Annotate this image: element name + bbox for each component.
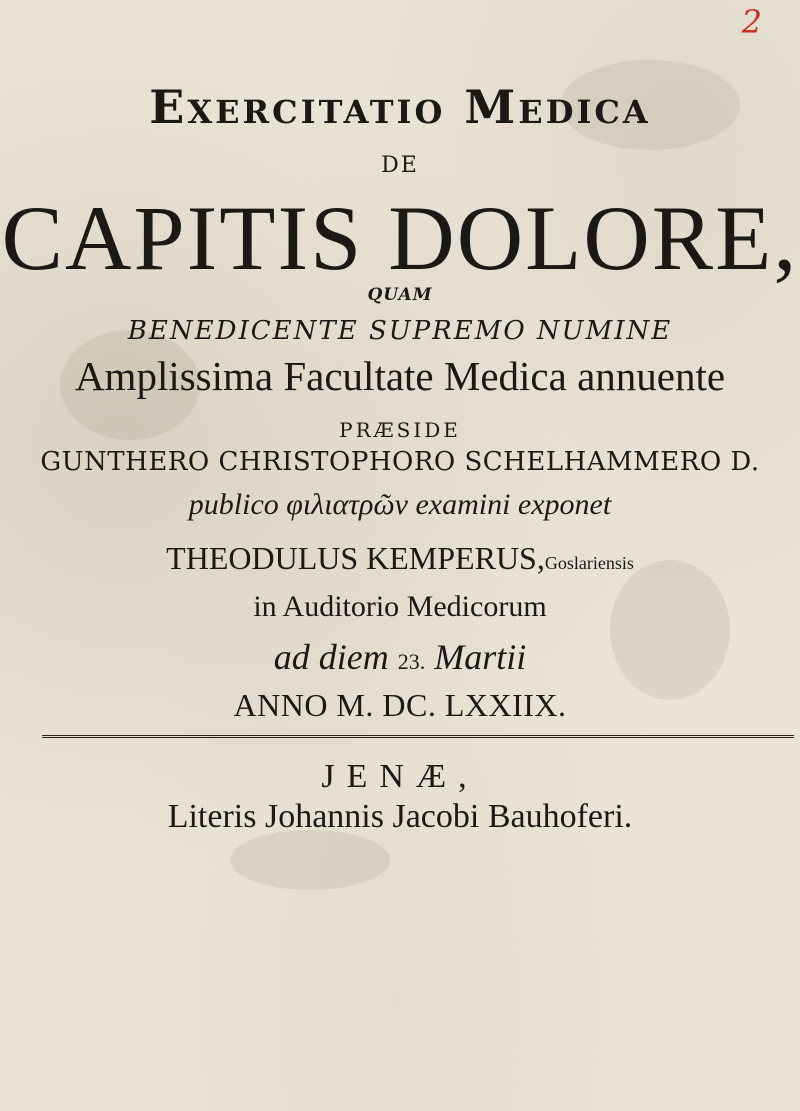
- title-capitis-dolore: CAPITIS DOLORE,: [1, 187, 799, 289]
- venue-line: in Auditorio Medicorum: [253, 590, 547, 623]
- amplissima-line: Amplissima Facultate Medica annuente: [74, 353, 726, 399]
- quam-line: QUAM: [367, 285, 433, 305]
- examination-line: [0, 490, 800, 520]
- benedicente-line: BENEDICENTE SUPREMO NUMINE: [127, 316, 673, 346]
- respondent-line: [0, 542, 800, 574]
- ad-diem-text: ad diem: [273, 637, 389, 677]
- greek-word: φιλιατρῶν: [286, 488, 408, 521]
- divider-rule: [42, 735, 794, 738]
- paper-stain: [230, 830, 390, 890]
- title-de: DE: [381, 153, 419, 178]
- imprint-printer: Literis Johannis Jacobi Bauhoferi.: [167, 798, 633, 835]
- year-line: ANNO M. DC. LXXIIX.: [233, 687, 567, 723]
- publico-text: publico: [188, 488, 279, 521]
- praeside-label: PRÆSIDE: [339, 418, 461, 442]
- page-number: 2: [741, 3, 762, 41]
- respondent-origin: Goslariensis: [544, 553, 634, 573]
- date-day: 23.: [397, 649, 426, 674]
- examini-text: examini exponet: [415, 488, 612, 521]
- title-exercitatio-medica: Exercitatio Medica: [149, 80, 651, 134]
- paper-stain: [610, 560, 730, 700]
- praeses-name: GUNTHERO CHRISTOPHORO SCHELHAMMERO D.: [40, 447, 760, 477]
- date-line: [0, 639, 800, 675]
- respondent-name: THEODULUS KEMPERUS,: [166, 540, 545, 576]
- imprint-place: JENÆ,: [321, 758, 479, 795]
- date-month: Martii: [434, 637, 527, 677]
